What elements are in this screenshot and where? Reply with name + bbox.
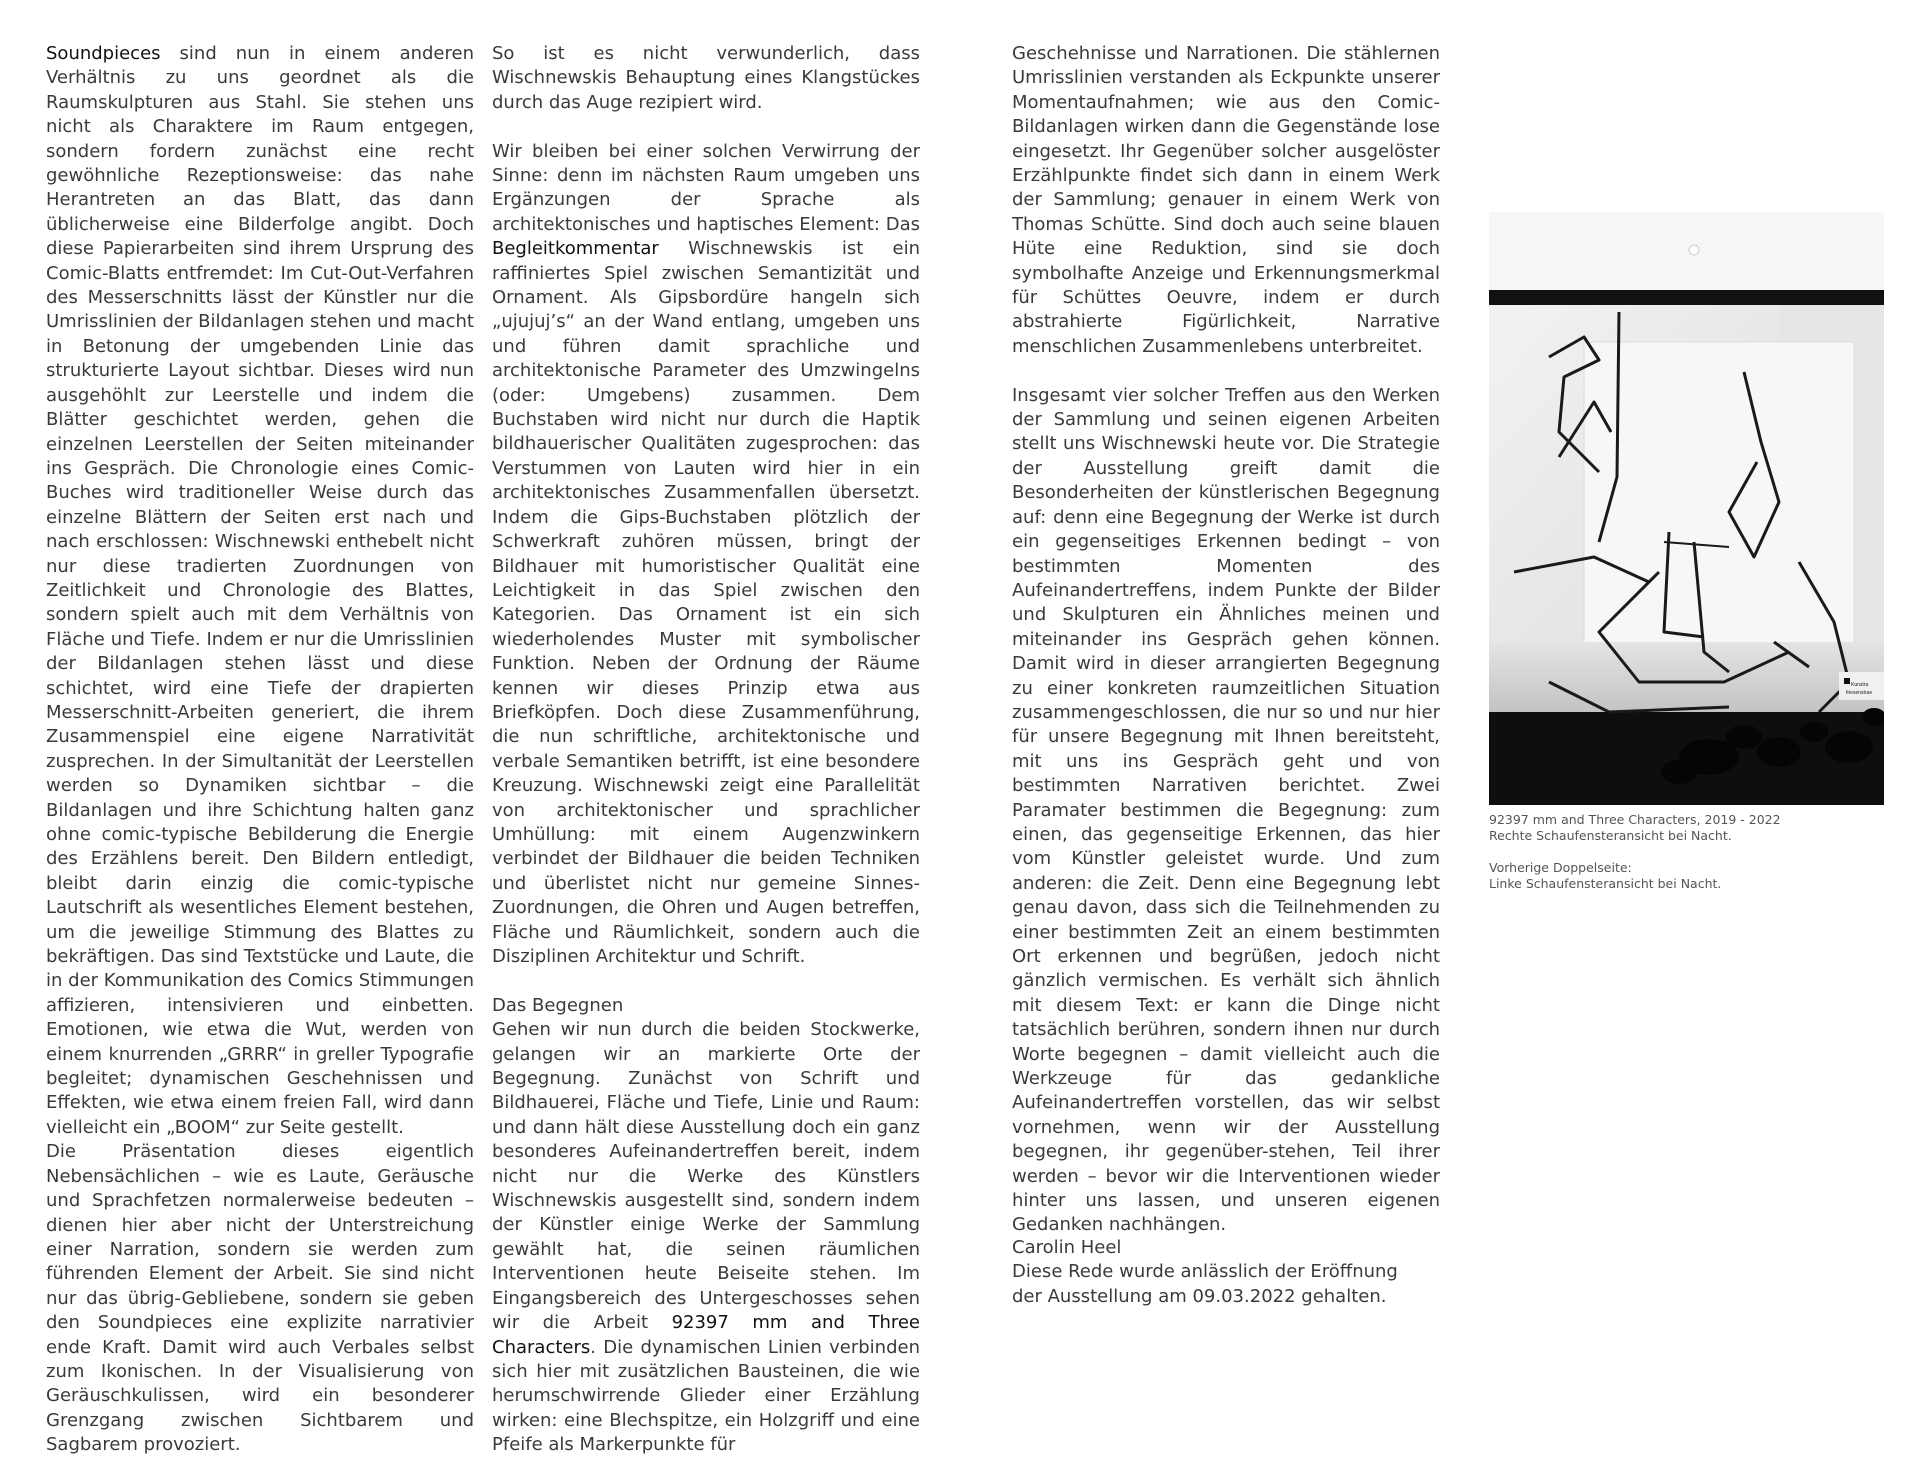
paragraph-text: Wischnewskis ist ein raffiniertes Spiel zwischen Semantizität und Ornament. Als Gipsbordüre hangeln sich „ujujuj’s“ an der Wand entlang, umgeben uns und führen damit sprachliche und architektonische Parameter des Umzwingelns (oder: Umgebens) zusammen. Dem Buchstaben wird nicht nur durch die Haptik bildhauerischer Qualitäten zugesprochen: das Verstummen von Lauten wird hier in ein architektonisches Zusammenfallen übersetzt. Indem die Gips-Buchstaben plötzlich der Schwerkraft zuhören müssen, bringt der Bildhauer mit humoristischer Qualität eine Leichtigkeit in das Spiel zwischen den Kategorien. Das Ornament ist ein sich wiederholendes Muster mit symbolischer Funktion. Neben der Ordnung der Räume kennen wir dieses Prinzip etwa aus Briefköpfen. Doch diese Zusammenführung, die nun schriftliche, architektonische und verbale Semantiken betrifft, ist eine besondere Kreuzung. Wischnewski zeigt eine Parallelität von architektonischer und sprachlicher Umhüllung: mit einem Augenzwinkern verbindet der Bildhauer die beiden Techniken und überlistet nicht nur gemeine Sinnes-Zuordnungen, die Ohren und Augen betreffen, Fläche und Räumlichkeit, sondern auch die Disziplinen Architektur und Schrift. [492,238,920,968]
paragraph [46,42,474,1140]
caption-line: Linke Schaufensteransicht bei Nacht. [1489,876,1722,891]
window-sign-text: friesenstrae [1846,690,1873,696]
emphasis-begleitkommentar: Begleitkommentar [492,238,659,260]
text-column-3 [1012,42,1440,1238]
paragraph-text: . Die dynamischen Linien verbinden sich hier mit zusätzlichen Bausteinen, die wie herumschwirrende Glieder einer Erzählung wirken: eine Blechspitze, ein Holzgriff und eine Pfeife als Markerpunkte für [492,1336,920,1456]
paragraph: Geschehnisse und Narrationen. Die stählernen Umrisslinien verstanden als Eckpunkte unserer Momentaufnahmen; wie aus den Comic-Bildanlagen wirken dann die Gegenstände lose eingesetzt. Ihr Gegenüber solcher ausgelöster Erzählpunkte findet sich dann in einem Werk der Sammlung; genauer in einem Werk von Thomas Schütte. Sind doch auch seine blauen Hüte eine Reduktion, sind sie doch symbolhafte Anzeige und Erkennungsmerkmal für Schüttes Oeuvre, indem er durch abstrahierte Figürlichkeit, Narrative menschlichen Zusammenlebens unterbreitet. [1012,43,1440,357]
installation-photo [1489,212,1884,805]
caption-line: Rechte Schaufensteransicht bei Nacht. [1489,828,1732,843]
paragraph: Die Präsentation dieses eigentlich Nebensächlichen – wie es Laute, Geräusche und Sprachfetzen normalerweise bedeuten – dienen hier aber nicht der Unterstreichung einer Narration, sondern sie werden zum führenden Element der Arbeit. Sie sind nicht nur das übrig-Gebliebene, sondern sie geben den Soundpieces eine explizite narrativier ende Kraft. Damit wird auch Verbales selbst zum Ikonischen. In der Visualisierung von Geräuschkulissen, wird ein besonderer Grenzgang zwischen Sichtbarem und Sagbarem provoziert. [46,1141,474,1456]
occasion-note-line: Diese Rede wurde anlässlich der Eröffnung [1012,1261,1398,1283]
signature-block [1012,1236,1440,1309]
text-column-1 [46,42,474,1458]
occasion-note-line: der Ausstellung am 09.03.2022 gehalten. [1012,1285,1387,1307]
emphasis-soundpieces: Soundpieces [46,43,161,64]
paragraph-text: Wir bleiben bei einer solchen Verwirrung der Sinne: denn im nächsten Raum umgeben uns Ergänzungen der Sprache als architektonisches und haptisches Element: Das [492,140,920,235]
caption-line: 92397 mm and Three Characters, 2019 - 2022 [1489,812,1781,827]
paragraph-text: sind nun in einem anderen Verhältnis zu uns geordnet als die Raumskulpturen aus Stahl. Sie stehen uns nicht als Charaktere im Raum entgegen, sondern fordern zunächst eine recht gewöhnliche Rezeptionsweise: das nahe Herantreten an das Blatt, das dann üblicherweise eine Bilderfolge angibt. Doch diese Papierarbeiten sind ihrem Ursprung des Comic-Blatts entfremdet: Im Cut-Out-Verfahren des Messerschnitts lässt der Künstler nur die Umrisslinien der Bildanlagen stehen und macht in Betonung der umgebenden Linie das strukturierte Layout sichtbar. Dieses wird nun ausgehöhlt zur Leerstelle und indem die Blätter geschichtet werden, gehen die einzelnen Leerstellen der Seiten miteinander ins Gespräch. Die Chronologie eines Comic-Buches wird traditioneller Weise durch das einzelne Blättern der Seiten erst nach und nach erschlossen: Wischnewski enthebelt nicht nur diese tradierten Zuordnungen von Zeitlichkeit und Chronologie des Blattes, sondern spielt auch mit dem Verhältnis von Fläche und Tiefe. Indem er nur die Umrisslinien der Bildanlagen stehen lässt und diese schichtet, wird eine Tiefe der drapierten Messerschnitt-Arbeiten generiert, die ihrem Zusammenspiel eine eigene Narrativität zusprechen. In der Simultanität der Leerstellen werden so Dynamiken sichtbar – die Bildanlagen und ihre Schichtung halten ganz ohne comic-typische Bebilderung die Energie des Erzählens bereit. Den Bildern entledigt, bleibt darin einzig die comic-typische Lautschrift als wesentliches Element bestehen, um die jeweilige Stimmung des Blattes zu bekräftigen. Das sind Textstücke und Laute, die in der Kommunikation des Comics Stimmungen affizieren, intensivieren und einbetten. Emotionen, wie etwa die Wut, werden von einem knurrenden „GRRR“ in greller Typografie begleitet; dynamischen Geschehnissen und Effekten, wie etwa einem freien Fall, wird dann vielleicht ein „BOOM“ zur Seite gestellt. [46,43,474,1138]
window-sign-text: Kunstra [1851,682,1869,688]
paragraph [492,1018,920,1457]
author-name: Carolin Heel [1012,1237,1122,1258]
photo-caption [1489,812,1884,892]
paragraph [492,140,920,970]
installation-photo-drawing [1489,212,1884,805]
section-heading: Das Begegnen [492,994,624,1016]
paragraph-text: Gehen wir nun durch die beiden Stockwerke, gelangen wir an markierte Orte der Begegnung. Zunächst von Schrift und Bildhauerei, Fläche und Tiefe, Linie und Raum: und dann hält diese Ausstellung doch ein ganz besonderes Aufeinandertreffen bereit, indem nicht nur die Werke des Künstlers Wischnewskis ausgestellt sind, sondern indem der Künstler einige Werke der Sammlung gewählt hat, die seinen räumlichen Interventionen heute Beiseite stehen. Im Eingangsbereich des Untergeschosses sehen wir die Arbeit [492,1019,920,1334]
emphasis-work-title: 92397 mm and Three Characters [492,1312,921,1358]
text-column-2 [492,42,920,1458]
paragraph: So ist es nicht verwunderlich, dass Wischnewskis Behauptung eines Klangstückes durch das Auge rezipiert wird. [492,43,920,113]
caption-line: Vorherige Doppelseite: [1489,860,1632,875]
paragraph: Insgesamt vier solcher Treffen aus den Werken der Sammlung und seinen eigenen Arbeiten stellt uns Wischnewski heute vor. Die Strategie der Ausstellung greift damit die Besonderheiten der künstlerischen Begegnung auf: denn eine Begegnung der Werke ist durch ein gegenseitiges Erkennen bedingt – von bestimmten Momenten des Aufeinandertreffens, indem Punkte der Bilder und Skulpturen ein Ähnliches meinen und miteinander ins Gespräch gehen können. Damit wird in dieser arrangierten Begegnung zu einer konkreten raumzeitlichen Situation zusammengeschlossen, die nur so und nur hier für unsere Begegnung mit Ihnen bereitsteht, mit uns ins Gespräch geht und von bestimmten Narrativen berichtet. Zwei Paramater bestimmen die Begegnung: zum einen, das gegenseitige Erkennen, das hier vom Künstler geleistet wurde. Und zum anderen: die Zeit. Denn eine Begegnung lebt genau davon, dass sich die Teilnehmenden zu einer bestimmten Zeit an einem bestimmten Ort erkennen und begrüßen, jedoch nicht gänzlich vermischen. Es verhält sich ähnlich mit diesem Text: er kann die Dinge nicht tatsächlich berühren, sondern ihnen nur durch Worte begegnen – damit vielleicht auch die Werkzeuge für das gedankliche Aufeinandertreffen vorstellen, das wir selbst vornehmen, wenn wir der Ausstellung begegnen, ihr gegenüber-stehen, Teil ihrer werden – bevor wir die Interventionen wieder hinter uns lassen, und unseren eigenen Gedanken nachhängen. [1012,384,1440,1236]
